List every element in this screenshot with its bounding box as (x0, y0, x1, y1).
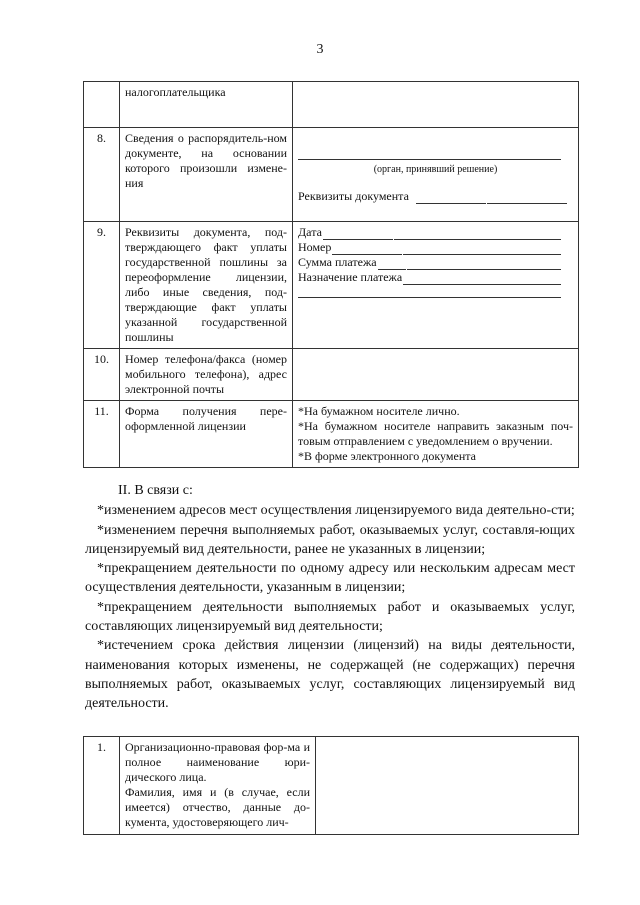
payment-purpose-label: Назначение платежа (298, 270, 403, 284)
reason-item-expiry: *истечением срока действия лицензии (лицензий) на виды деятельности, наименования которых изменены, не содержащей (не содержащих) перечня выполняемых работ, оказываемых услуг, составляющих лицензируемый вид деятельности. (85, 638, 575, 712)
table-row (84, 737, 579, 835)
payment-number-label: Номер (298, 240, 332, 254)
document-details-field-1[interactable] (416, 192, 486, 204)
payment-amount-field-1[interactable] (378, 258, 406, 270)
payment-details-cell (293, 222, 579, 349)
payment-date-field-1[interactable] (323, 228, 393, 240)
payment-number-field-2[interactable] (403, 243, 561, 255)
page-number: 3 (316, 42, 324, 57)
payment-date-label: Дата (298, 225, 322, 239)
delivery-options-cell (293, 401, 579, 468)
section-2 (85, 481, 575, 714)
applicant-info-table (83, 736, 579, 835)
payment-extra-field[interactable] (298, 285, 561, 298)
table-row (84, 349, 579, 401)
row-description: Форма получения пере-оформленной лицензии (120, 401, 293, 468)
contact-value-cell[interactable] (293, 349, 579, 401)
row-description: Реквизиты документа, под-тверждающего факт уплаты государственной пошлины за переоформление лицензии, либо иные сведения, под-тверждающие факт уплаты указанной государственной пошлины (120, 222, 293, 349)
reason-item-addresses: *изменением адресов мест осуществления лицензируемого вида деятельно-сти; (97, 503, 575, 519)
row-number: 9. (84, 222, 120, 349)
document-details-label: Реквизиты документа (298, 189, 409, 203)
reason-item-works-list: *изменением перечня выполняемых работ, оказываемых услуг, составля-ющих лицензируемый вид деятельности, ранее не указанных в лицензии; (85, 522, 575, 557)
table-row (84, 128, 579, 222)
delivery-option-mail[interactable]: *На бумажном носителе направить заказным поч-товым отправлением с уведомлением о вручении. (298, 419, 573, 448)
row-number: 11. (84, 401, 120, 468)
delivery-option-electronic[interactable]: *В форме электронного документа (298, 449, 476, 463)
org-form-label: Организационно-правовая фор-ма и полное наименование юри-дического лица. (125, 740, 310, 784)
table-row (84, 82, 579, 128)
row-number: 8. (84, 128, 120, 222)
row-number-cell (84, 82, 120, 128)
payment-amount-field-2[interactable] (407, 258, 561, 270)
reason-item-works-termination: *прекращением деятельности выполняемых работ и оказываемых услуг, составляющих лицензируемый вид деятельности; (85, 599, 575, 635)
payment-purpose-field[interactable] (403, 273, 561, 285)
row-description: налогоплательщика (120, 82, 293, 128)
row-number: 10. (84, 349, 120, 401)
applicant-value-cell[interactable] (316, 737, 579, 835)
document-details-field-2[interactable] (487, 192, 567, 204)
payment-date-line (298, 225, 573, 240)
delivery-option-in-person[interactable]: *На бумажном носителе лично. (298, 404, 460, 418)
reason-item-address-termination: *прекращением деятельности по одному адресу или нескольким адресам мест осуществления деятельности, указанным в лицензии; (85, 561, 575, 596)
value-cell (293, 82, 579, 128)
payment-purpose-line (298, 270, 573, 285)
row-number: 1. (84, 737, 120, 835)
issuing-authority-field[interactable] (298, 147, 561, 160)
payment-amount-line (298, 255, 573, 270)
row-description (120, 737, 316, 835)
issuing-authority-caption: (орган, принявший решение) (373, 164, 498, 175)
payment-amount-label: Сумма платежа (298, 255, 377, 269)
section-heading: II. В связи с: (118, 483, 193, 498)
row-description: Номер телефона/факса (номер мобильного телефона), адрес электронной почты (120, 349, 293, 401)
payment-date-field-2[interactable] (394, 228, 561, 240)
decision-document-cell (293, 128, 579, 222)
table-row (84, 222, 579, 349)
table-row (84, 401, 579, 468)
row-description: Сведения о распорядитель-ном документе, на основании которого произошли измене-ния (120, 128, 293, 222)
person-name-label: Фамилия, имя и (в случае, если имеется) отчество, данные до-кумента, удостоверяющего лич- (125, 785, 310, 829)
license-info-table (83, 81, 579, 468)
payment-number-field-1[interactable] (332, 243, 402, 255)
document-details-line (298, 189, 573, 204)
payment-number-line (298, 240, 573, 255)
